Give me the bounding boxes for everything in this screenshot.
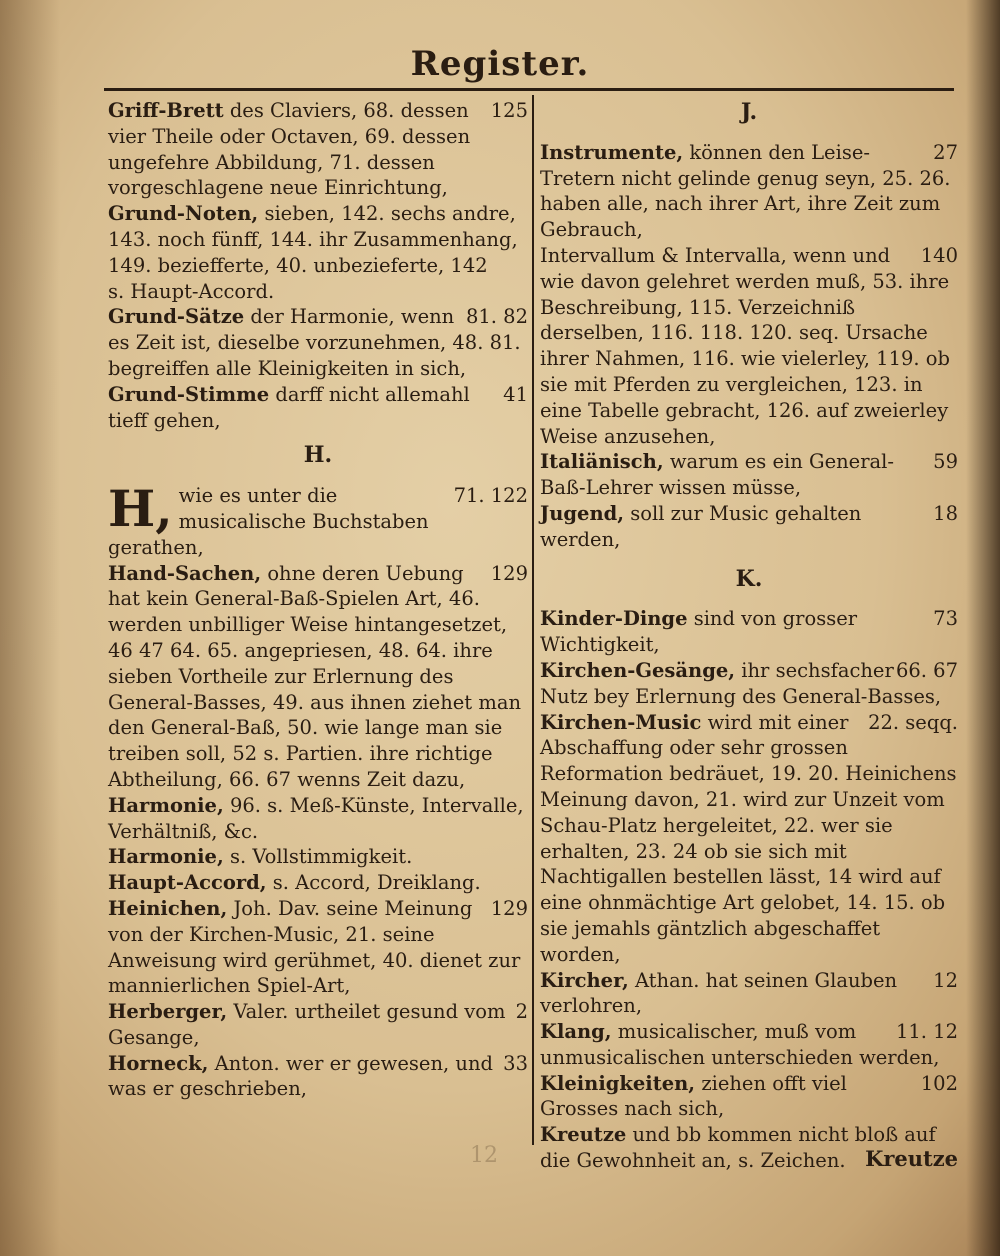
index-entry xyxy=(108,793,528,845)
entry-headword: Griff-Brett xyxy=(108,99,224,122)
page-reference: 11. 12 xyxy=(895,1020,958,1044)
entry-text: Joh. Dav. seine Meinung von der Kirchen-Music, 21. seine Anweisung wird gerühmet, 40. dienet zur mannierlichen Spiel-Art, xyxy=(108,896,521,998)
index-entry xyxy=(540,606,958,658)
page-reference: 140 xyxy=(920,243,958,267)
faint-page-number: 12 xyxy=(470,1143,498,1168)
index-entry xyxy=(108,999,528,1051)
entry-headword: Instrumente, xyxy=(540,140,684,164)
page-reference: 73 xyxy=(933,607,958,631)
entry-headword: Grund-Sätze xyxy=(108,305,245,329)
page-reference: 129 xyxy=(490,561,528,585)
entry-text: Athan. hat seinen Glauben verlohren, xyxy=(540,968,898,1018)
entry-text: wird mit einer Abschaffung oder sehr grossen Reformation bedräuet, 19. 20. Heinichens Meinung davon, 21. wird zur Unzeit vom Schau-Platz hergeleitet, 22. wer sie erhalten, 23. 24 ob sie sich mit Nachtigallen bestellen lässt, 14 wird auf eine ohnmächtige Art gelobet, 14. 15. ob sie jemahls gäntzlich abgeschaffet worden, xyxy=(540,710,957,966)
page-reference: 66. 67 xyxy=(895,658,958,682)
entry-text: Valer. urtheilet gesund vom Gesange, xyxy=(108,1000,506,1049)
entry-headword: Kircher, xyxy=(540,968,629,992)
index-entry xyxy=(108,479,528,560)
catchword: Kreutze xyxy=(865,1146,958,1171)
entry-headword: Italiänisch, xyxy=(540,450,664,474)
entry-headword: Kirchen-Music xyxy=(540,710,702,734)
entry-headword: Kirchen-Gesänge, xyxy=(540,658,736,682)
index-entry xyxy=(108,98,528,201)
page-reference: 81. 82 xyxy=(465,305,528,329)
page-reference: 33 xyxy=(503,1051,528,1075)
page-reference: 129 xyxy=(490,896,528,920)
entry-text: können den Leise-Tretern nicht gelinde genug seyn, 25. 26. haben alle, nach ihrer Art, ihre Zeit zum Gebrauch, xyxy=(540,140,951,242)
page-reference: 125 xyxy=(490,99,528,122)
entry-headword: Hand-Sachen, xyxy=(108,561,262,585)
page-edge-shadow xyxy=(966,0,1000,1256)
right-column xyxy=(540,98,958,1174)
section-letter-j: J. xyxy=(740,99,758,125)
entry-headword: Horneck, xyxy=(108,1051,209,1075)
entry-text: der Harmonie, wenn es Zeit ist, dieselbe vorzunehmen, 48. 81. begreiffen alle Kleinigkeiten in sich, xyxy=(108,305,521,380)
entry-text: s. Accord, Dreiklang. xyxy=(272,871,481,895)
entry-text: ohne deren Uebung hat kein General-Baß-Spielen Art, 46. werden unbilliger Weise hintangesetzet, 46 47 64. 65. angepriesen, 48. 64. ihre sieben Vortheile zur Erlernung des General-Basses, 49. aus ihnen ziehet man den General-Baß, 50. wie lange man sie treiben soll, 52 s. Partien. ihre richtige Abtheilung, 66. 67 wenns Zeit dazu, xyxy=(108,561,522,791)
page-reference: 71. 122 xyxy=(453,484,528,508)
page-reference: 18 xyxy=(933,501,958,525)
section-letter-k: K. xyxy=(735,565,763,592)
entry-text: ihr sechsfacher Nutz bey Erlernung des General-Basses, xyxy=(540,658,942,708)
entry-headword: Grund-Stimme xyxy=(108,382,270,406)
entry-text: Intervallum & Intervalla, wenn und wie davon gelehret werden muß, 53. ihre Beschreibung, 115. Verzeichniß derselben, 116. 118. 120. seq. Ursache ihrer Nahmen, 116. wie vielerley, 119. ob sie mit Pferden zu vergleichen, 123. in eine Tabelle gebracht, 126. auf zweierley Weise anzusehen, xyxy=(540,243,951,448)
entry-text: wie es unter die musicalische Buchstaben gerathen, xyxy=(108,484,429,559)
page-reference: 59 xyxy=(933,450,958,474)
index-entry xyxy=(540,1019,958,1071)
entry-text: sieben, 142. sechs andre, 143. noch fünff, 144. ihr Zusammenhang, 149. beziefferte, 40. unbezieferte, 142 xyxy=(108,202,518,277)
index-entry xyxy=(108,279,528,305)
page-reference: 12 xyxy=(933,968,958,992)
initial-letter: H, xyxy=(108,479,173,539)
page-title: Register. xyxy=(410,44,590,84)
index-entry xyxy=(540,1071,958,1123)
page-reference: 22. seqq. xyxy=(868,710,958,734)
entry-headword: Kinder-Dinge xyxy=(540,607,688,631)
left-column xyxy=(108,98,528,1102)
index-entry xyxy=(540,140,958,243)
page-reference: 27 xyxy=(933,140,958,164)
index-entry xyxy=(540,243,958,449)
index-entry xyxy=(108,870,528,896)
index-entry xyxy=(540,710,958,968)
index-entry xyxy=(108,561,528,793)
index-entry xyxy=(108,1051,528,1103)
page-reference: 2 xyxy=(515,1000,528,1024)
entry-headword: Heinichen, xyxy=(108,896,228,920)
index-entry xyxy=(540,501,958,553)
index-entry xyxy=(540,968,958,1020)
entry-headword: Harmonie, xyxy=(108,793,224,817)
entry-text: musicalischer, muß vom unmusicalischen unterschieden werden, xyxy=(540,1020,940,1069)
entry-headword: Kreutze xyxy=(540,1123,627,1147)
page-reference: 102 xyxy=(920,1071,958,1095)
entry-text: Anton. wer er gewesen, und was er geschrieben, xyxy=(108,1051,494,1101)
page-reference: 41 xyxy=(503,382,528,406)
entry-text: des Claviers, 68. dessen vier Theile oder Octaven, 69. dessen ungefehre Abbildung, 71. dessen vorgeschlagene neue Einrichtung, xyxy=(108,99,471,200)
entry-headword: Grund-Noten, xyxy=(108,202,259,226)
entry-text: 96. s. Meß-Künste, Intervalle, Verhältniß, &c. xyxy=(108,793,524,843)
entry-text: warum es ein General-Baß-Lehrer wissen müsse, xyxy=(540,450,894,500)
index-entry xyxy=(540,658,958,710)
header-rule xyxy=(104,88,954,91)
entry-text: s. Haupt-Accord. xyxy=(108,279,275,303)
index-entry xyxy=(108,896,528,999)
index-entry xyxy=(108,304,528,381)
index-entry xyxy=(108,382,528,434)
entry-text: darff nicht allemahl tieff gehen, xyxy=(108,382,470,432)
entry-headword: Herberger, xyxy=(108,1000,228,1024)
entry-headword: Jugend, xyxy=(540,501,625,525)
index-entry xyxy=(108,844,528,870)
entry-headword: Kleinigkeiten, xyxy=(540,1071,696,1095)
entry-headword: Harmonie, xyxy=(108,845,224,869)
entry-text: s. Vollstimmigkeit. xyxy=(229,845,413,869)
entry-headword: Haupt-Accord, xyxy=(108,871,267,895)
entry-text: und bb kommen nicht bloß auf die Gewohnheit an, s. Zeichen. xyxy=(540,1123,936,1173)
entry-text: soll zur Music gehalten werden, xyxy=(540,501,862,551)
column-divider xyxy=(532,95,534,1145)
index-entry xyxy=(108,201,528,278)
entry-headword: Klang, xyxy=(540,1020,612,1044)
entry-text: sind von grosser Wichtigkeit, xyxy=(540,607,858,657)
section-letter-h: H. xyxy=(303,442,333,469)
entry-text: ziehen offt viel Grosses nach sich, xyxy=(540,1071,847,1121)
index-entry xyxy=(540,449,958,501)
